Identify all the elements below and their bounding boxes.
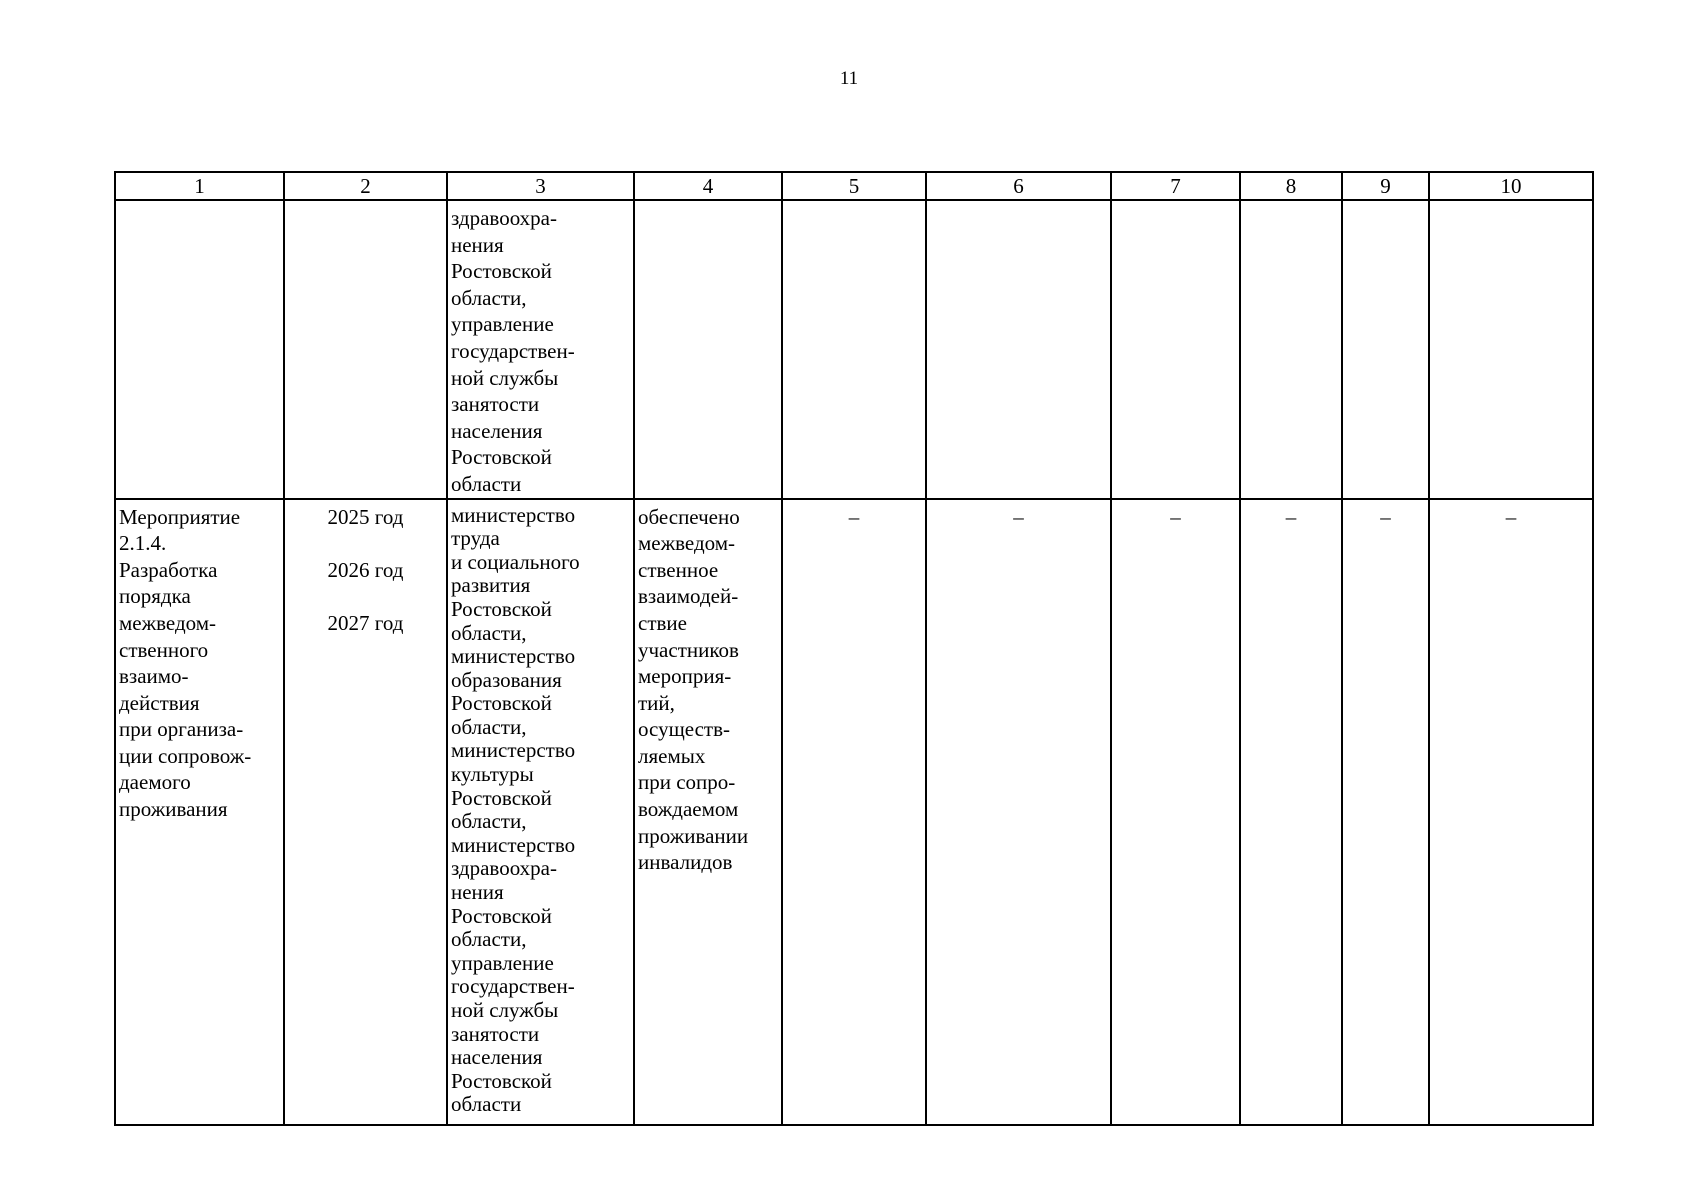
table-row <box>115 200 1593 499</box>
table-header-row <box>115 172 1593 200</box>
table-cell <box>926 499 1111 1125</box>
executors-text: министерство труда и социального развития Ростовской области, министерство образования Ростовской области, министерство культуры Ростовской области, министерство здравоохра- нения Ростовской области, управление государствен- ной службы занятости населения Ростовской области <box>451 502 580 1117</box>
table-cell <box>447 200 634 499</box>
column-header: 7 <box>1111 172 1240 200</box>
dash-mark: – <box>1170 504 1181 529</box>
column-header: 10 <box>1429 172 1593 200</box>
table-cell <box>926 200 1111 499</box>
table-row <box>115 499 1593 1125</box>
column-header: 9 <box>1342 172 1429 200</box>
table-cell <box>782 200 926 499</box>
year-item: 2025 год <box>327 504 404 529</box>
table-cell <box>1240 200 1342 499</box>
table-cell <box>1429 200 1593 499</box>
table-cell <box>447 499 634 1125</box>
table-cell <box>115 499 284 1125</box>
table-cell <box>634 200 782 499</box>
table-cell <box>782 499 926 1125</box>
table-cell <box>1342 200 1429 499</box>
column-header: 6 <box>926 172 1111 200</box>
column-header: 1 <box>115 172 284 200</box>
program-table <box>114 171 1594 1126</box>
table-cell <box>1111 200 1240 499</box>
dash-mark: – <box>1285 504 1297 529</box>
table-cell <box>1240 499 1342 1125</box>
executor-continued-text: здравоохра- нения Ростовской области, управление государствен- ной службы занятости населения Ростовской области <box>451 206 575 496</box>
page-number: 11 <box>839 68 859 89</box>
table-cell <box>1429 499 1593 1125</box>
table-cell <box>1111 499 1240 1125</box>
dash-mark: – <box>1013 504 1024 529</box>
table-cell <box>1342 499 1429 1125</box>
column-header: 4 <box>634 172 782 200</box>
table-cell <box>284 499 447 1125</box>
year-item: 2026 год <box>327 557 404 582</box>
dash-mark: – <box>848 504 860 529</box>
table-cell <box>284 200 447 499</box>
year-item: 2027 год <box>327 610 404 635</box>
event-title-text: Мероприятие 2.1.4. Разработка порядка межведом- ственного взаимо- действия при организа- ции сопровож- даемого проживания <box>119 504 252 822</box>
dash-mark: – <box>1505 504 1517 529</box>
column-header: 8 <box>1240 172 1342 200</box>
column-header: 2 <box>284 172 447 200</box>
table-cell <box>115 200 284 499</box>
dash-mark: – <box>1380 504 1391 529</box>
table-cell <box>634 499 782 1125</box>
column-header: 5 <box>782 172 926 200</box>
column-header: 3 <box>447 172 634 200</box>
years-list <box>285 500 446 663</box>
result-text: обеспечено межведом- ственное взаимодей- ствие участников мероприя- тий, осуществ- ляемых при сопро- вождаемом проживании инвалидов <box>638 504 749 875</box>
